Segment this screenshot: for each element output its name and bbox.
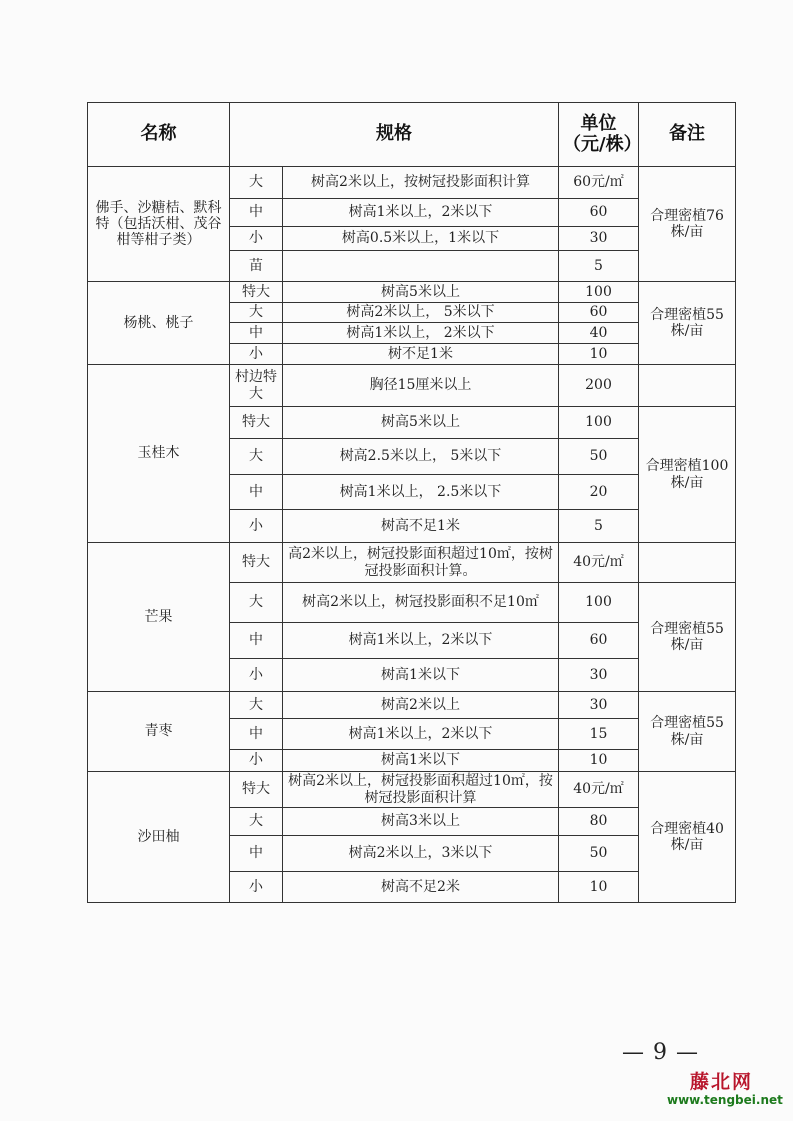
- spec-cell: 树高2米以上， 5米以下: [283, 303, 559, 323]
- size-cell: 中: [230, 836, 283, 872]
- spec-cell: 树高2米以上，3米以下: [283, 836, 559, 872]
- size-cell: 大: [230, 583, 283, 623]
- price-cell: 60: [559, 199, 639, 227]
- price-cell: 40: [559, 323, 639, 344]
- size-cell: 中: [230, 199, 283, 227]
- table-row: [88, 167, 736, 199]
- plant-name: 玉桂木: [88, 365, 230, 543]
- spec-cell: 树高1米以上，2米以下: [283, 719, 559, 750]
- table-row: [88, 692, 736, 719]
- table-row: [88, 772, 736, 808]
- spec-cell: [283, 251, 559, 282]
- size-cell: 小: [230, 344, 283, 365]
- size-cell: 小: [230, 510, 283, 543]
- size-cell: 大: [230, 692, 283, 719]
- remark-cell: 合理密植55株/亩: [639, 692, 736, 772]
- watermark-logo: 藤北网: [690, 1071, 754, 1093]
- remark-cell: 合理密植55株/亩: [639, 282, 736, 365]
- size-cell: 大: [230, 808, 283, 836]
- price-cell: 10: [559, 344, 639, 365]
- size-cell: 小: [230, 659, 283, 692]
- spec-cell: 树高1米以下: [283, 659, 559, 692]
- compensation-table: [87, 102, 736, 903]
- header-name: 名称: [88, 103, 230, 167]
- spec-cell: 树高不足1米: [283, 510, 559, 543]
- size-cell: 中: [230, 323, 283, 344]
- price-cell: 5: [559, 510, 639, 543]
- remark-cell: 合理密植55株/亩: [639, 583, 736, 692]
- size-cell: 特大: [230, 772, 283, 808]
- spec-cell: 树高1米以上， 2.5米以下: [283, 475, 559, 510]
- price-cell: 50: [559, 439, 639, 475]
- size-cell: 大: [230, 439, 283, 475]
- price-cell: 5: [559, 251, 639, 282]
- remark-cell: [639, 365, 736, 407]
- plant-name: 佛手、沙糖桔、默科特（包括沃柑、茂谷柑等柑子类）: [88, 167, 230, 282]
- size-cell: 村边特大: [230, 365, 283, 407]
- size-cell: 特大: [230, 543, 283, 583]
- spec-cell: 树高3米以上: [283, 808, 559, 836]
- price-cell: 30: [559, 659, 639, 692]
- price-cell: 60: [559, 623, 639, 659]
- header-row: [88, 103, 736, 167]
- remark-cell: 合理密植100株/亩: [639, 407, 736, 543]
- spec-cell: 树高2.5米以上， 5米以下: [283, 439, 559, 475]
- spec-cell: 树高2米以上，树冠投影面积不足10㎡: [283, 583, 559, 623]
- spec-cell: 树高2米以上，树冠投影面积超过10㎡，按树冠投影面积计算: [283, 772, 559, 808]
- spec-cell: 树高0.5米以上，1米以下: [283, 227, 559, 251]
- price-cell: 20: [559, 475, 639, 510]
- header-spec: 规格: [230, 103, 559, 167]
- size-cell: 特大: [230, 407, 283, 439]
- plant-name: 沙田柚: [88, 772, 230, 903]
- spec-cell: 树高2米以上: [283, 692, 559, 719]
- price-cell: 100: [559, 583, 639, 623]
- price-cell: 40元/㎡: [559, 543, 639, 583]
- size-cell: 小: [230, 750, 283, 772]
- spec-cell: 树高1米以下: [283, 750, 559, 772]
- header-unit: 单位（元/株）: [559, 103, 639, 167]
- size-cell: 苗: [230, 251, 283, 282]
- table-row: [88, 282, 736, 303]
- spec-cell: 胸径15厘米以上: [283, 365, 559, 407]
- plant-name: 芒果: [88, 543, 230, 692]
- price-cell: 30: [559, 692, 639, 719]
- price-cell: 10: [559, 872, 639, 903]
- spec-cell: 树高2米以上，按树冠投影面积计算: [283, 167, 559, 199]
- price-cell: 100: [559, 282, 639, 303]
- size-cell: 小: [230, 227, 283, 251]
- price-cell: 15: [559, 719, 639, 750]
- price-cell: 40元/㎡: [559, 772, 639, 808]
- remark-cell: [639, 543, 736, 583]
- price-cell: 50: [559, 836, 639, 872]
- size-cell: 中: [230, 719, 283, 750]
- spec-cell: 树不足1米: [283, 344, 559, 365]
- price-cell: 60元/㎡: [559, 167, 639, 199]
- spec-cell: 高2米以上，树冠投影面积超过10㎡，按树冠投影面积计算。: [283, 543, 559, 583]
- size-cell: 特大: [230, 282, 283, 303]
- spec-cell: 树高5米以上: [283, 282, 559, 303]
- price-cell: 200: [559, 365, 639, 407]
- table-row: [88, 365, 736, 407]
- size-cell: 大: [230, 303, 283, 323]
- watermark-url: www.tengbei.net: [667, 1093, 783, 1107]
- plant-name: 青枣: [88, 692, 230, 772]
- header-remark: 备注: [639, 103, 736, 167]
- price-cell: 100: [559, 407, 639, 439]
- price-cell: 80: [559, 808, 639, 836]
- spec-cell: 树高1米以上，2米以下: [283, 623, 559, 659]
- plant-name: 杨桃、桃子: [88, 282, 230, 365]
- size-cell: 中: [230, 623, 283, 659]
- page-number: — 9 —: [622, 1040, 699, 1065]
- spec-cell: 树高不足2米: [283, 872, 559, 903]
- size-cell: 小: [230, 872, 283, 903]
- price-cell: 30: [559, 227, 639, 251]
- remark-cell: 合理密植40株/亩: [639, 772, 736, 903]
- spec-cell: 树高1米以上，2米以下: [283, 199, 559, 227]
- remark-cell: 合理密植76株/亩: [639, 167, 736, 282]
- price-cell: 10: [559, 750, 639, 772]
- price-cell: 60: [559, 303, 639, 323]
- size-cell: 中: [230, 475, 283, 510]
- spec-cell: 树高5米以上: [283, 407, 559, 439]
- size-cell: 大: [230, 167, 283, 199]
- table-row: [88, 543, 736, 583]
- spec-cell: 树高1米以上， 2米以下: [283, 323, 559, 344]
